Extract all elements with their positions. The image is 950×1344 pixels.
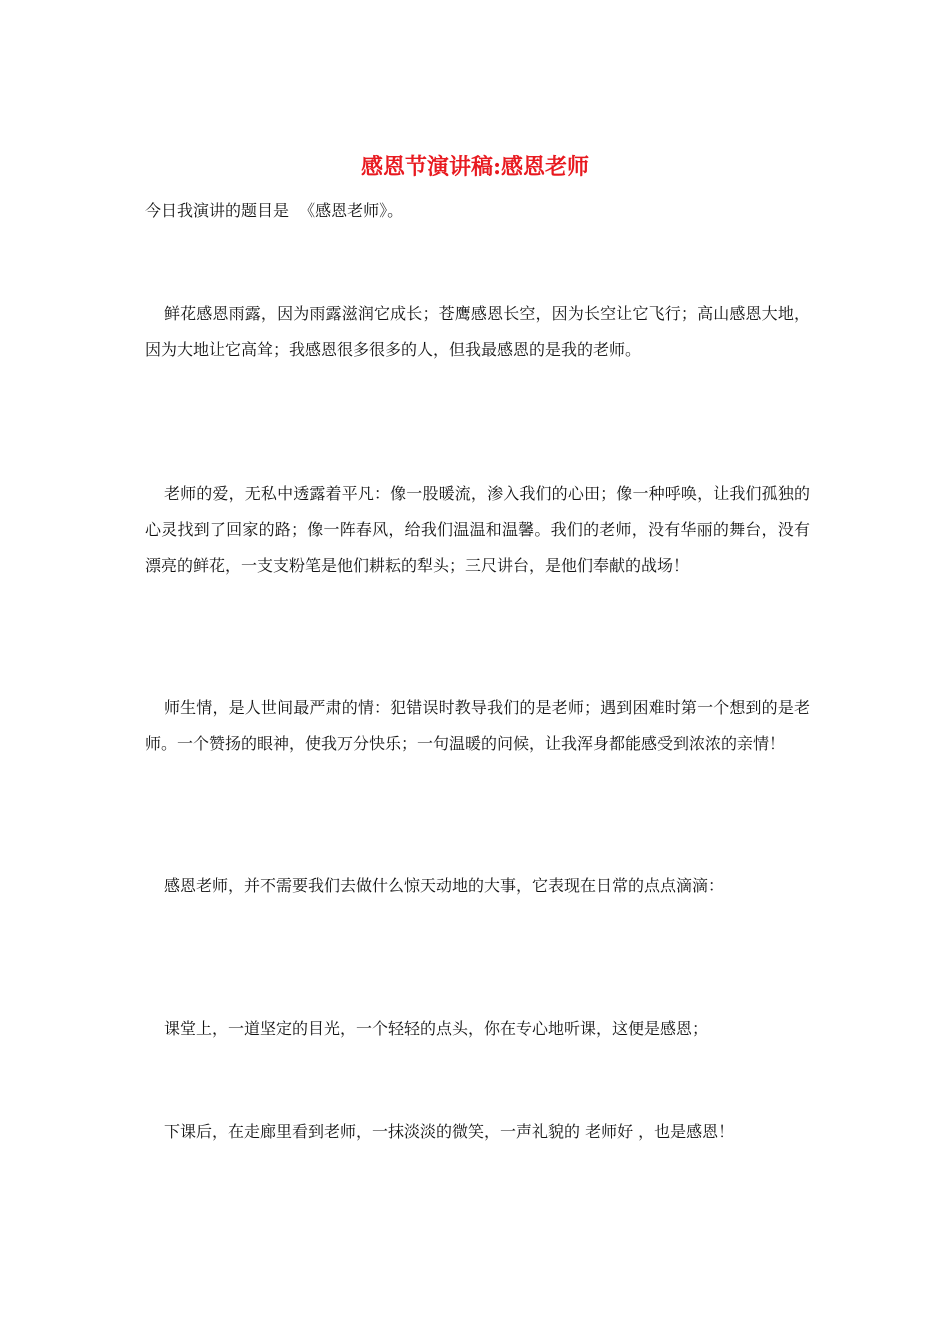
- paragraph-2: 老师的爱，无私中透露着平凡：像一股暖流，渗入我们的心田；像一种呼唤，让我们孤独的心灵找到了回家的路；像一阵春风，给我们温温和温馨。我们的老师，没有华丽的舞台，没有漂亮的鲜花，一支支粉笔是他们耕耘的犁头；三尺讲台，是他们奉献的战场！: [145, 484, 810, 575]
- paragraph-4: 感恩老师，并不需要我们去做什么惊天动地的大事，它表现在日常的点点滴滴：: [164, 876, 725, 895]
- paragraph-3: 师生情，是人世间最严肃的情：犯错误时教导我们的是老师；遇到困难时第一个想到的是老师。一个赞扬的眼神，使我万分快乐；一句温暖的问候，让我浑身都能感受到浓浓的亲情！: [145, 698, 810, 753]
- document-title: 感恩节演讲稿:感恩老师: [360, 154, 590, 180]
- paragraph-6: 下课后，在走廊里看到老师，一抹淡淡的微笑，一声礼貌的 老师好 ，也是感恩！: [164, 1122, 735, 1141]
- paragraph-5: 课堂上，一道坚定的目光，一个轻轻的点头，你在专心地听课，这便是感恩；: [164, 1019, 709, 1038]
- intro-line: 今日我演讲的题目是 《感恩老师》。: [145, 201, 404, 220]
- paragraph-1: 鲜花感恩雨露，因为雨露滋润它成长；苍鹰感恩长空，因为长空让它飞行；高山感恩大地，因为大地让它高耸；我感恩很多很多的人，但我最感恩的是我的老师。: [145, 304, 810, 359]
